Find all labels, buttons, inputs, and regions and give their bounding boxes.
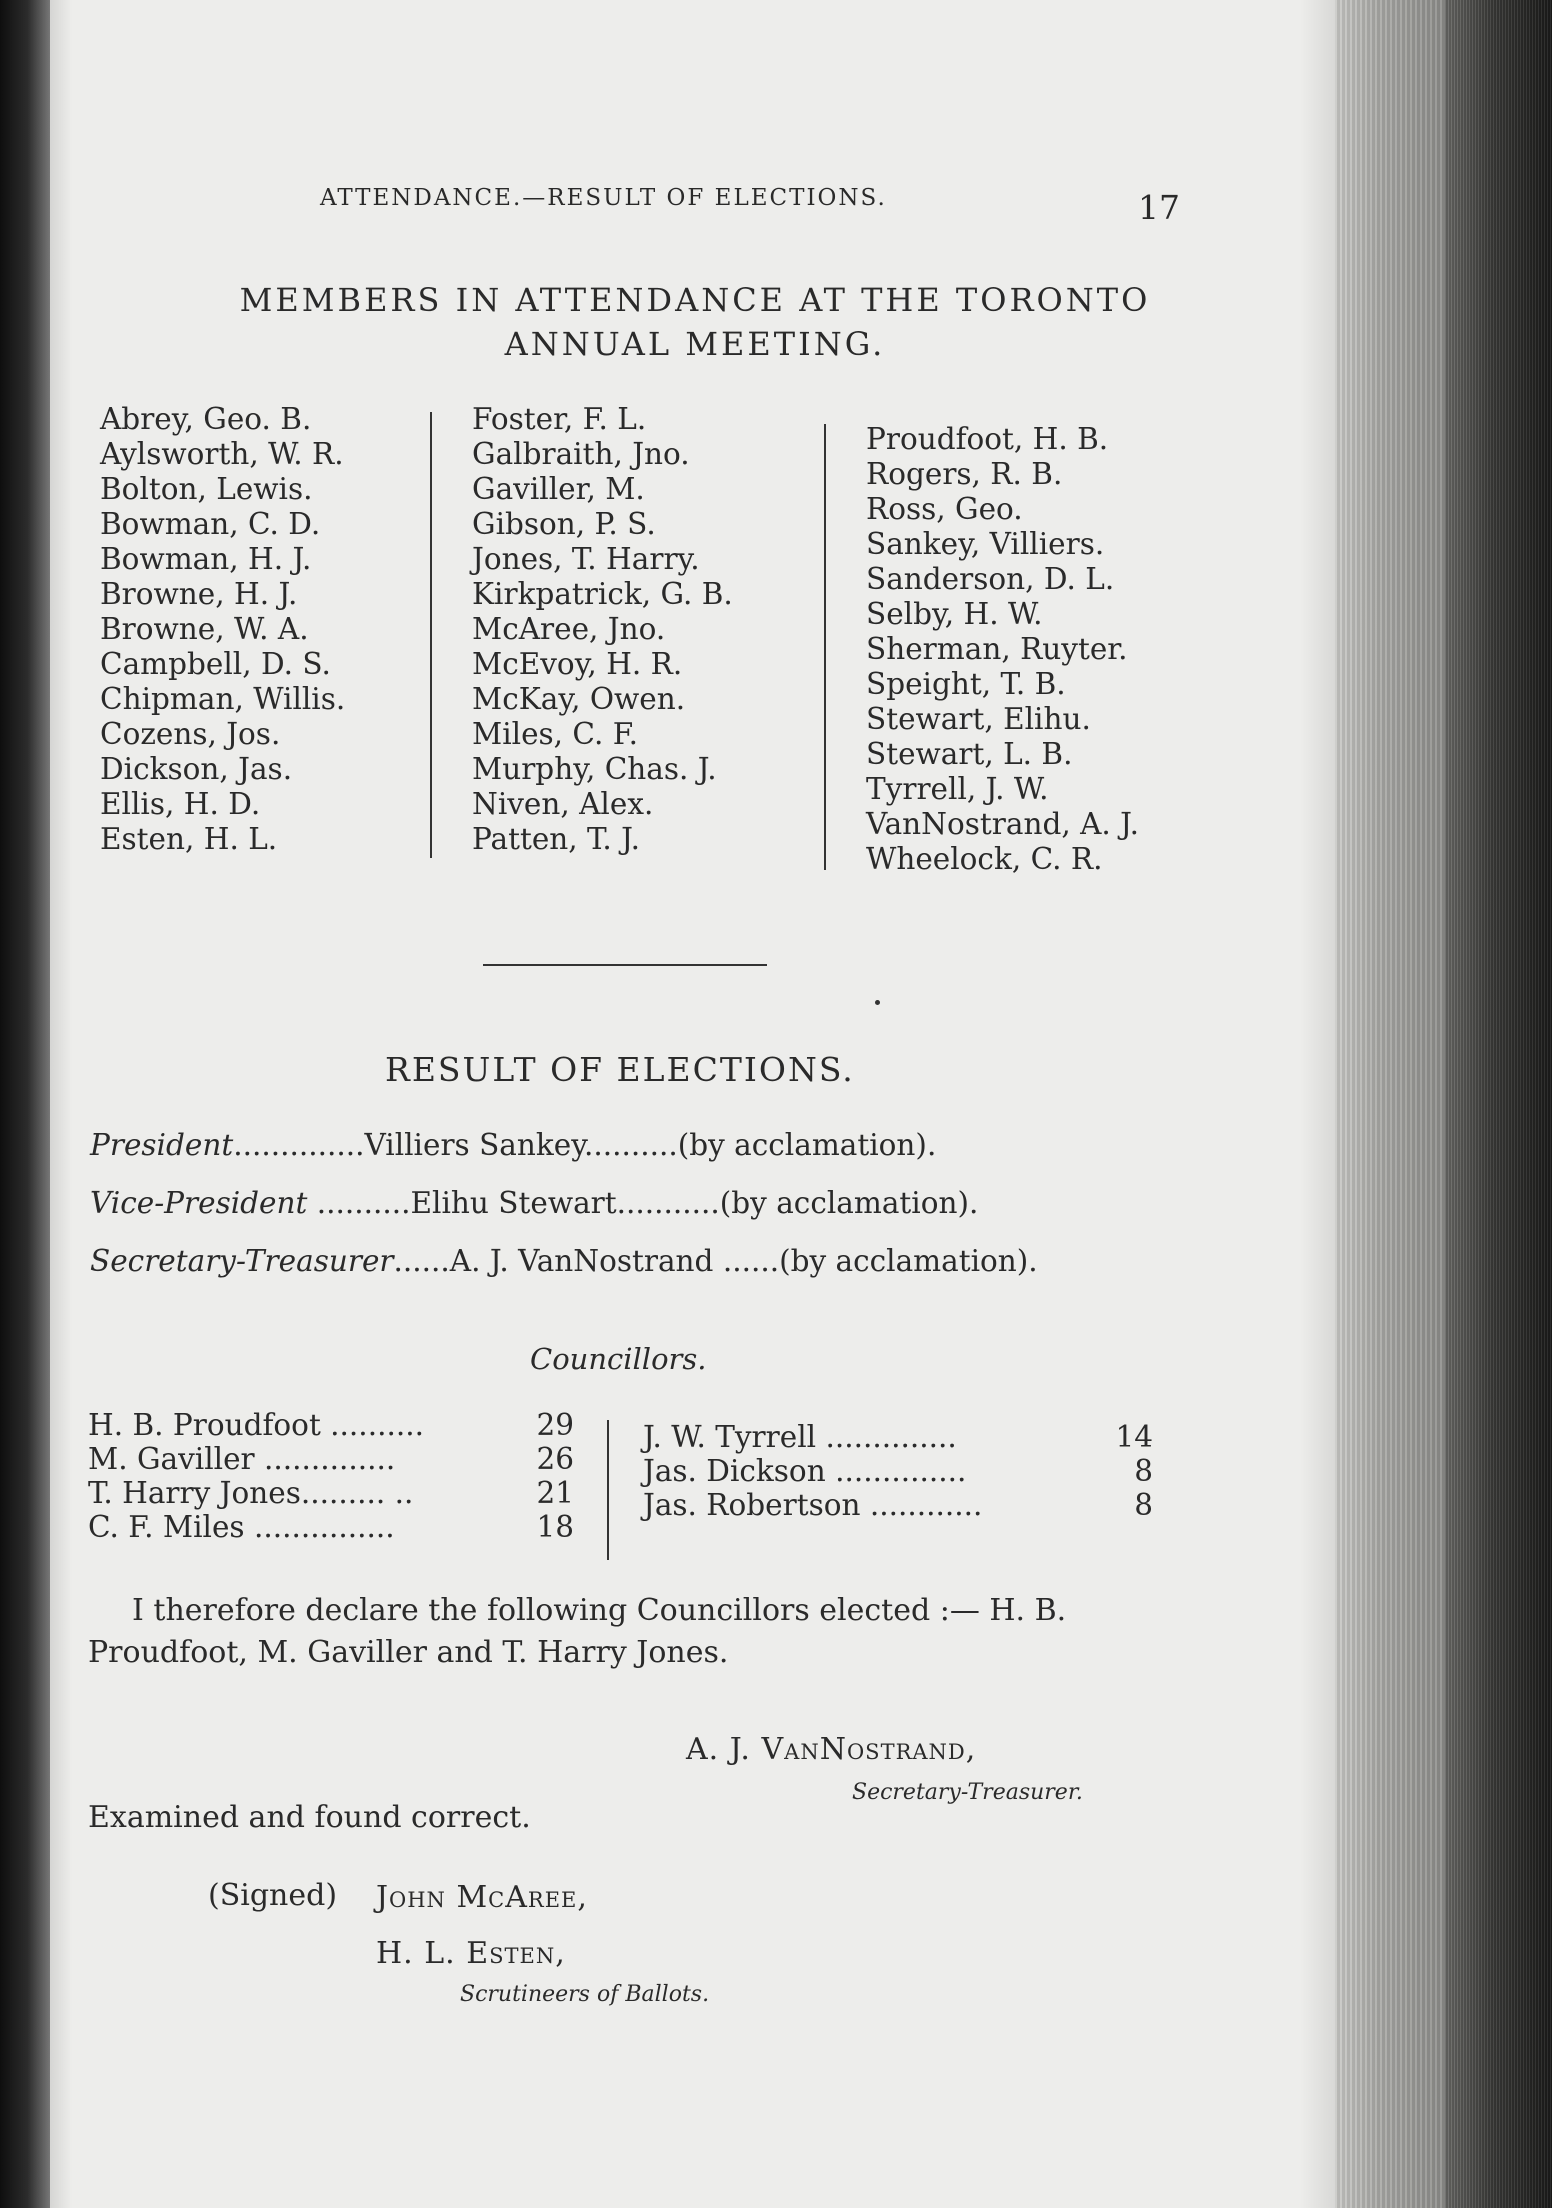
councillors-heading: Councillors.: [530, 1342, 707, 1376]
signed-label: (Signed): [208, 1878, 338, 1913]
member-name: Gaviller, M.: [472, 472, 645, 506]
column-divider: [824, 424, 826, 870]
member-name: Foster, F. L.: [472, 402, 647, 436]
print-speck: [875, 1000, 880, 1005]
councillor-votes-left: [88, 1408, 574, 1544]
vote-count: 26: [536, 1442, 574, 1476]
member-name: Ross, Geo.: [866, 492, 1023, 526]
examined-statement: Examined and found correct.: [88, 1800, 531, 1835]
member-name: Sherman, Ruyter.: [866, 632, 1128, 666]
leader-dots: ..............: [233, 1128, 365, 1162]
member-name: Stewart, L. B.: [866, 737, 1073, 771]
officer-row-vice-president: [90, 1186, 978, 1220]
officer-name: A. J. VanNostrand: [449, 1244, 714, 1278]
vote-count: 14: [1115, 1420, 1153, 1454]
member-name: McKay, Owen.: [472, 682, 686, 716]
member-name: Kirkpatrick, G. B.: [472, 577, 733, 611]
officer-name: Elihu Stewart: [410, 1186, 617, 1220]
signer-title: Secretary-Treasurer.: [852, 1780, 1083, 1805]
candidate-name: Jas. Dickson ..............: [643, 1454, 967, 1488]
column-divider: [430, 412, 432, 858]
election-note: (by acclamation).: [719, 1186, 979, 1220]
member-name: Aylsworth, W. R.: [100, 437, 344, 471]
member-name: Esten, H. L.: [100, 822, 278, 856]
member-name: Miles, C. F.: [472, 717, 638, 751]
vote-row: [88, 1442, 574, 1476]
page-number: 17: [1138, 188, 1180, 227]
member-name: Bowman, C. D.: [100, 507, 321, 541]
member-name: Chipman, Willis.: [100, 682, 346, 716]
vote-row: [88, 1510, 574, 1544]
member-name: Rogers, R. B.: [866, 457, 1063, 491]
officer-row-secretary-treasurer: [90, 1244, 1038, 1278]
candidate-name: C. F. Miles ...............: [88, 1510, 395, 1544]
election-note: (by acclamation).: [779, 1244, 1038, 1278]
elections-title: RESULT OF ELECTIONS.: [385, 1050, 855, 1089]
member-name: Browne, H. J.: [100, 577, 298, 611]
leader-dots: ......: [713, 1244, 780, 1278]
member-name: Galbraith, Jno.: [472, 437, 690, 471]
member-name: Campbell, D. S.: [100, 647, 331, 681]
member-name: Abrey, Geo. B.: [100, 402, 312, 436]
member-name: Sankey, Villiers.: [866, 527, 1105, 561]
member-name: Wheelock, C. R.: [866, 842, 1103, 876]
candidate-name: M. Gaviller ..............: [88, 1442, 396, 1476]
member-name: Bolton, Lewis.: [100, 472, 313, 506]
member-name: Sanderson, D. L.: [866, 562, 1115, 596]
attendance-title: [50, 278, 1340, 366]
column-divider: [607, 1420, 609, 1560]
vote-count: 21: [536, 1476, 574, 1510]
signer-name: A. J. VanNostrand,: [686, 1732, 977, 1767]
candidate-name: J. W. Tyrrell ..............: [643, 1420, 957, 1454]
councillor-votes-right: [643, 1420, 1153, 1522]
attendance-column-2: [472, 402, 733, 857]
member-name: Niven, Alex.: [472, 787, 654, 821]
election-note: (by acclamation).: [677, 1128, 937, 1162]
vote-count: 8: [1134, 1488, 1153, 1522]
candidate-name: H. B. Proudfoot ..........: [88, 1408, 424, 1442]
member-name: Gibson, P. S.: [472, 507, 656, 541]
declaration-line-1: I therefore declare the following Councillors elected :— H. B.: [132, 1593, 1067, 1628]
vote-row: [88, 1476, 574, 1510]
running-head: ATTENDANCE.—RESULT OF ELECTIONS.: [320, 185, 887, 211]
officer-row-president: [90, 1128, 936, 1162]
member-name: Bowman, H. J.: [100, 542, 312, 576]
member-name: Proudfoot, H. B.: [866, 422, 1109, 456]
scrutineer-name: John McAree,: [376, 1880, 588, 1915]
member-name: VanNostrand, A. J.: [866, 807, 1140, 841]
vote-count: 29: [536, 1408, 574, 1442]
member-name: McEvoy, H. R.: [472, 647, 683, 681]
attendance-title-line-2: ANNUAL MEETING.: [504, 325, 886, 363]
attendance-title-line-1: MEMBERS IN ATTENDANCE AT THE TORONTO: [239, 281, 1151, 319]
attendance-column-3: [866, 422, 1139, 877]
leader-dots: ...........: [616, 1186, 720, 1220]
candidate-name: Jas. Robertson ............: [643, 1488, 983, 1522]
book-cover-edge: [1445, 0, 1552, 2208]
member-name: Murphy, Chas. J.: [472, 752, 717, 786]
vote-row: [643, 1454, 1153, 1488]
member-name: Jones, T. Harry.: [472, 542, 700, 576]
member-name: Cozens, Jos.: [100, 717, 281, 751]
page-block-edge: [1335, 0, 1445, 2208]
section-divider: [483, 964, 767, 966]
office-label: Secretary-Treasurer: [90, 1244, 394, 1278]
member-name: Patten, T. J.: [472, 822, 641, 856]
member-name: Tyrrell, J. W.: [866, 772, 1049, 806]
book-gutter-edge: [0, 0, 50, 2208]
scrutineers-title: Scrutineers of Ballots.: [460, 1982, 710, 2007]
member-name: McAree, Jno.: [472, 612, 666, 646]
attendance-column-1: [100, 402, 345, 857]
leader-dots: ......: [393, 1244, 450, 1278]
member-name: Stewart, Elihu.: [866, 702, 1091, 736]
member-name: Ellis, H. D.: [100, 787, 261, 821]
leader-dots: ..........: [307, 1186, 411, 1220]
declaration-line-2: Proudfoot, M. Gaviller and T. Harry Jones.: [88, 1635, 729, 1670]
declaration-paragraph: [88, 1590, 1150, 1674]
member-name: Dickson, Jas.: [100, 752, 293, 786]
vote-count: 8: [1134, 1454, 1153, 1488]
vote-row: [88, 1408, 574, 1442]
member-name: Speight, T. B.: [866, 667, 1066, 701]
leader-dots: ..........: [583, 1128, 678, 1162]
member-name: Browne, W. A.: [100, 612, 309, 646]
scrutineer-name: H. L. Esten,: [376, 1936, 566, 1971]
candidate-name: T. Harry Jones......... ..: [88, 1476, 414, 1510]
member-name: Selby, H. W.: [866, 597, 1043, 631]
vote-row: [643, 1420, 1153, 1454]
office-label: Vice-President: [90, 1186, 308, 1220]
vote-count: 18: [536, 1510, 574, 1544]
vote-row: [643, 1488, 1153, 1522]
officer-name: Villiers Sankey: [364, 1128, 584, 1162]
office-label: President: [90, 1128, 234, 1162]
